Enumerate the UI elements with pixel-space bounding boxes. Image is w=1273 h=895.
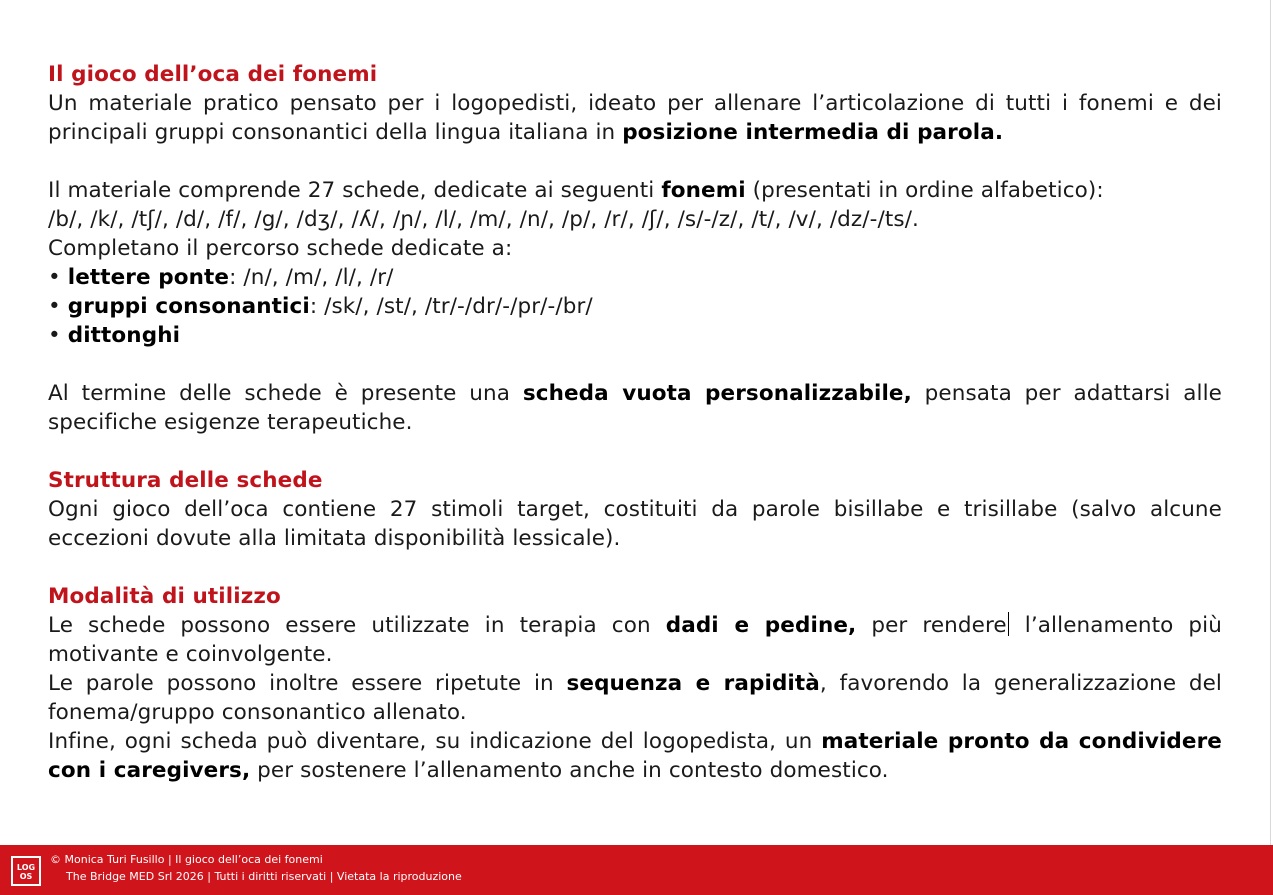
- usage-p2-after: , favorendo la generalizzazione del fonema/gruppo consonantico allenato.: [48, 671, 1223, 725]
- spacer: [48, 553, 1222, 582]
- custom-card-paragraph: [48, 379, 1222, 437]
- phoneme-list: /b/, /k/, /tʃ/, /d/, /f/, /g/, /dʒ/, /ʎ/, /ɲ/, /l/, /m/, /n/, /p/, /r/, /ʃ/, /s/-/z/, /t/, /v/, /dz/-/ts/.: [48, 207, 919, 232]
- bullet-bold: gruppi consonantici: [67, 294, 310, 319]
- logos-logo: [11, 856, 41, 886]
- footer-rights: The Bridge MED Srl 2026 | Tutti i diritti riservati | Vietata la riproduzione: [66, 870, 462, 883]
- bullet-bold: lettere ponte: [67, 265, 230, 290]
- section-heading-usage: Modalità di utilizzo: [48, 584, 281, 609]
- custom-card-text-after: pensata per adattarsi alle specifiche esigenze terapeutiche.: [48, 381, 1222, 435]
- usage-p3-bold: materiale pronto da condividere con i caregivers,: [48, 729, 1222, 783]
- usage-p2-before: Le parole possono inoltre essere ripetute in: [48, 671, 567, 696]
- phonemes-paragraph: [48, 176, 1222, 205]
- document-body: [48, 60, 1222, 785]
- bullet-item: [48, 321, 1222, 350]
- section-heading-structure: Struttura delle schede: [48, 468, 323, 493]
- bullet-marker: •: [48, 323, 68, 348]
- bullet-bold: dittonghi: [67, 323, 181, 348]
- spacer: [48, 147, 1222, 176]
- bullet-text: : /sk/, /st/, /tr/-/dr/-/pr/-/br/: [309, 294, 593, 319]
- usage-p2-bold: sequenza e rapidità: [566, 671, 820, 696]
- bullet-text: : /n/, /m/, /l/, /r/: [229, 265, 394, 290]
- section-heading-intro: Il gioco dell’oca dei fonemi: [48, 62, 378, 87]
- structure-paragraph: Ogni gioco dell’oca contiene 27 stimoli target, costituiti da parole bisillabe e trisillabe (salvo alcune eccezioni dovute alla limitata disponibilità lessicale).: [48, 497, 1222, 551]
- spacer: [48, 350, 1222, 379]
- usage-p1-bold: dadi e pedine,: [665, 613, 857, 638]
- usage-p3-before: Infine, ogni scheda può diventare, su indicazione del logopedista, un: [48, 729, 822, 754]
- phonemes-lead-text: Il materiale comprende 27 schede, dedicate ai seguenti: [48, 178, 662, 203]
- intro-bold-text: posizione intermedia di parola.: [622, 120, 1004, 145]
- footer-bar: [0, 845, 1273, 895]
- usage-p1-before: Le schede possono essere utilizzate in terapia con: [48, 613, 666, 638]
- bullet-marker: •: [48, 294, 68, 319]
- intro-paragraph: [48, 89, 1222, 147]
- usage-paragraph-1: [48, 611, 1222, 669]
- usage-paragraph-3: [48, 727, 1222, 785]
- footer-copyright: © Monica Turi Fusillo | Il gioco dell’oca dei fonemi: [50, 853, 323, 866]
- logo-text-bottom: OS: [19, 872, 33, 881]
- completion-text: Completano il percorso schede dedicate a:: [48, 236, 513, 261]
- custom-card-bold: scheda vuota personalizzabile,: [522, 381, 912, 406]
- text-cursor: [1008, 612, 1009, 636]
- custom-card-text-before: Al termine delle schede è presente una: [48, 381, 523, 406]
- usage-p3-after: per sostenere l’allenamento anche in contesto domestico.: [250, 758, 889, 783]
- phonemes-lead-bold: fonemi: [661, 178, 746, 203]
- usage-p1-after: l’allenamento più motivante e coinvolgente.: [48, 613, 1222, 667]
- logo-text-top: LOG: [16, 863, 36, 872]
- bullet-item: [48, 263, 1222, 292]
- bullet-item: [48, 292, 1222, 321]
- usage-paragraph-2: [48, 669, 1222, 727]
- usage-p1-mid: per rendere: [856, 613, 1007, 638]
- page-edge-divider: [1270, 0, 1271, 845]
- spacer: [48, 437, 1222, 466]
- bullet-marker: •: [48, 265, 68, 290]
- intro-text: Un materiale pratico pensato per i logopedisti, ideato per allenare l’articolazione di tutti i fonemi e dei principali gruppi consonantici della lingua italiana in: [48, 91, 1222, 145]
- phonemes-lead-tail: (presentati in ordine alfabetico):: [745, 178, 1104, 203]
